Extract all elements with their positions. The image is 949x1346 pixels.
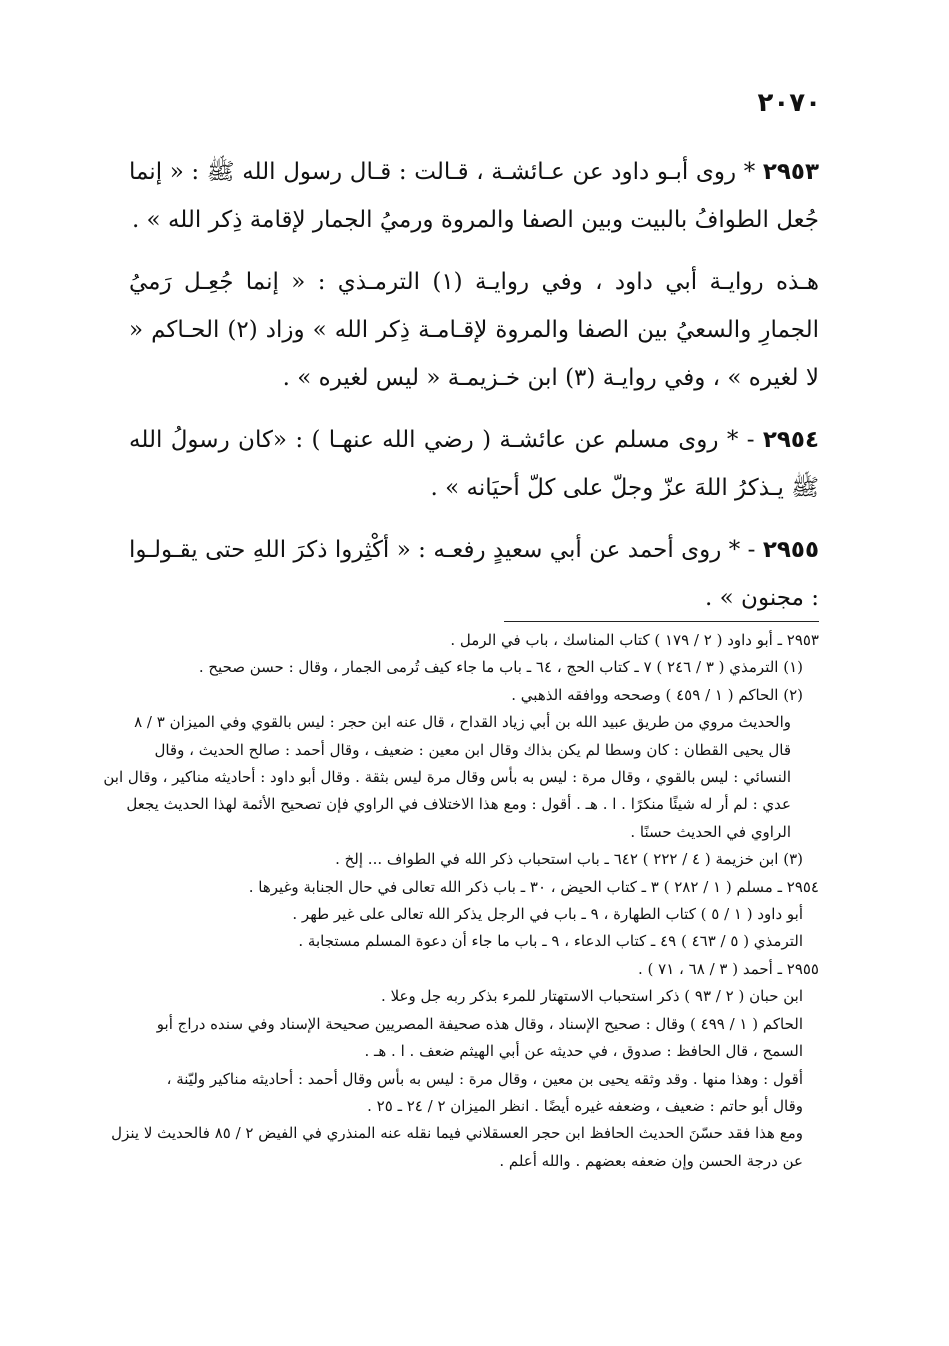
- hadith-text: - * روى مسلم عن عائشـة ( رضي الله عنهـا ) : «كان رسولُ الله ﷺ يـذكرُ اللهَ عزّ وجلّ على كلّ أحيَانه » .: [129, 427, 819, 501]
- hadith-text: * روى أبـو داود عن عـائشـة ، قـالت : قـال رسول الله ﷺ : « إنما جُعل الطوافُ بالبيت وبين الصفا والمروة ورميُ الجمار لإقامة ذِكر الله » .: [129, 159, 819, 233]
- footnote-line: (١) الترمذي ( ٣ / ٢٤٦ ) ٧ ـ كتاب الحج ، ٦٤ ـ باب ما جاء كيف تُرمى الجمار ، وقال : حسن صحيح .: [198, 658, 803, 677]
- footnote-line: السمح ، قال الحافظ : صدوق ، في حديثه عن أبي الهيثم ضعف . ا . هـ .: [364, 1042, 803, 1061]
- footnote-line: عدي : لم أر له شيئًا منكرًا . ا . هـ . أقول : ومع هذا الاختلاف في الراوي فإن تصحيح الأئمة لهذا الحديث يجعل: [126, 795, 791, 814]
- footnote-line: ومع هذا فقد حسّنَ الحديث الحافظ ابن حجر العسقلاني فيما نقله عنه المنذري في الفيض ٢ / ٨٥ فالحديث لا ينزل: [111, 1124, 803, 1143]
- footnote-line: أقول : وهذا منها . وقد وثقه يحيى بن معين ، وقال مرة : ليس به بأس وقال أحمد : أحاديثه مناكير وليّنة ،: [166, 1069, 803, 1088]
- footnote-line: الراوي في الحديث حسنًا .: [630, 822, 791, 841]
- main-text: [129, 148, 819, 636]
- footnote-divider: [504, 621, 819, 622]
- hadith-number: ٢٩٥٣: [762, 159, 819, 185]
- hadith-2953: [129, 148, 819, 244]
- footnote-line: والحديث مروي من طريق عبيد الله بن أبي زياد القداح ، قال عنه ابن حجر : ليس بالقوي وفي الميزان ٣ / ٨: [134, 713, 791, 732]
- footnote-line: عن درجة الحسن وإن ضعفه بعضهم . والله أعلم .: [499, 1151, 803, 1170]
- hadith-2954: [129, 416, 819, 512]
- footnote-line: الترمذي ( ٥ / ٤٦٣ ) ٤٩ ـ كتاب الدعاء ، ٩ ـ باب ما جاء أن دعوة المسلم مستجابة .: [298, 932, 803, 951]
- commentary-text: هـذه روايـة أبي داود ، وفي روايـة (١) الترمـذي : « إنما جُعِـل رَميُ الجمارِ والسعيُ بين الصفا والمروة لإقـامـة ذِكر الله » وزاد (٢) الحـاكم « لا لغيره » ، وفي روايـة (٣) ابن خـزيمـة « ليس لغيره » .: [129, 269, 819, 391]
- hadith-2955: [129, 526, 819, 622]
- footnote-line: أبو داود ( ١ / ٥ ) كتاب الطهارة ، ٩ ـ باب في الرجل يذكر الله تعالى على غير طهر .: [292, 905, 803, 924]
- footnote-line: النسائي : ليس بالقوي ، وقال مرة : ليس به بأس وقال مرة ليس بثقة . وقال أبو داود : أحاديثه مناكير ، وقال ابن: [103, 768, 791, 787]
- footnote-line: ٢٩٥٥ ـ أحمد ( ٣ / ٦٨ ، ٧١ ) .: [638, 959, 819, 978]
- footnote-line: الحاكم ( ١ / ٤٩٩ ) وقال : صحيح الإسناد ، وقال هذه صحيفة المصريين صحيحة الإسناد وفي سنده دراج أبو: [156, 1014, 803, 1033]
- hadith-number: ٢٩٥٥: [762, 537, 819, 563]
- footnote-line: (٢) الحاكم ( ١ / ٤٥٩ ) وصححه ووافقه الذهبي .: [511, 685, 803, 704]
- footnote-line: ابن حبان ( ٢ / ٩٣ ) ذكر استحباب الاستهتار للمرء بذكر ربه جل وعلا .: [381, 987, 803, 1006]
- footnote-line: ٢٩٥٣ ـ أبو داود ( ٢ / ١٧٩ ) كتاب المناسك ، باب في الرمل .: [450, 631, 819, 649]
- footnotes: [103, 627, 819, 1175]
- page-number: ٢٠٧٠: [757, 88, 821, 118]
- footnote-line: (٣) ابن خزيمة ( ٤ / ٢٢٢ ) ٦٤٢ ـ باب استحباب ذكر الله في الطواف ... إلخ .: [335, 850, 803, 869]
- hadith-2953-commentary: [129, 258, 819, 402]
- hadith-number: ٢٩٥٤: [762, 427, 819, 453]
- footnote-line: وقال أبو حاتم : ضعيف ، وضعفه غيره أيضًا . انظر الميزان ٢ / ٢٤ ـ ٢٥ .: [367, 1096, 803, 1115]
- footnote-line: ٢٩٥٤ ـ مسلم ( ١ / ٢٨٢ ) ٣ ـ كتاب الحيض ، ٣٠ ـ باب ذكر الله تعالى في حال الجنابة وغيرها .: [248, 877, 819, 896]
- hadith-text: - * روى أحمد عن أبي سعيدٍ رفعـه : « أكْثِروا ذكرَ اللهِ حتى يقـولـوا : مجنون » .: [129, 537, 819, 611]
- footnote-line: قال يحيى القطان : كان وسطا لم يكن بذاك وقال ابن معين : ضعيف ، وقال أحمد : صالح الحديث ، وقال: [154, 740, 791, 759]
